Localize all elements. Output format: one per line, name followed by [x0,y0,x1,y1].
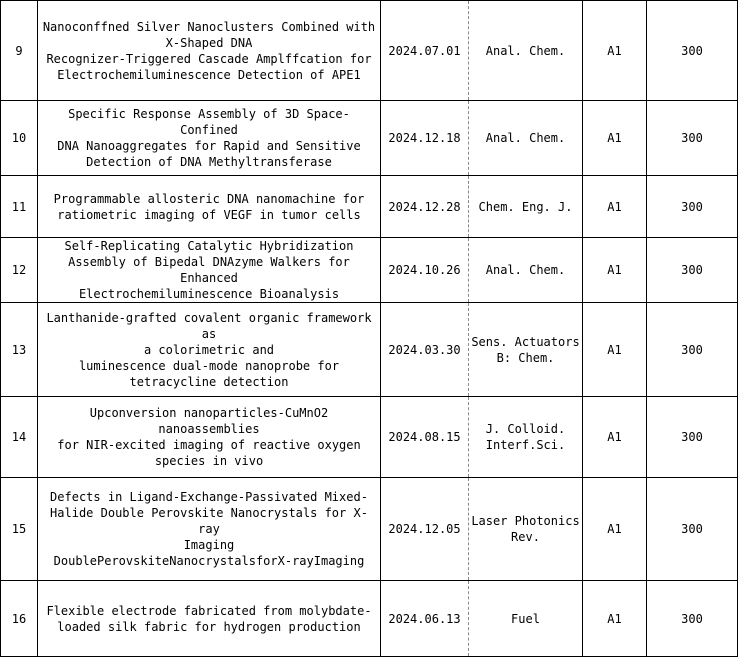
row-number: 16 [1,581,38,657]
publish-date: 2024.06.13 [381,581,469,657]
journal-name: Anal. Chem. [469,1,583,101]
score: 300 [647,1,738,101]
publish-date: 2024.12.28 [381,176,469,238]
paper-title: Specific Response Assembly of 3D Space-Confined DNA Nanoaggregates for Rapid and Sensitive Detection of DNA Methyltransferase [38,101,381,176]
level: A1 [583,478,647,581]
table-row [1,581,738,657]
paper-title: Defects in Ligand-Exchange-Passivated Mixed- Halide Double Perovskite Nanocrystals for X-ray Imaging DoublePerovskiteNanocrystalsforX-rayImaging [38,478,381,581]
table-row [1,101,738,176]
score: 300 [647,176,738,238]
journal-name: Fuel [469,581,583,657]
table-row [1,303,738,397]
publish-date: 2024.08.15 [381,397,469,478]
row-number: 10 [1,101,38,176]
publish-date: 2024.07.01 [381,1,469,101]
journal-name: Anal. Chem. [469,238,583,303]
level: A1 [583,581,647,657]
table-row [1,238,738,303]
publish-date: 2024.12.18 [381,101,469,176]
score: 300 [647,478,738,581]
table-row [1,176,738,238]
journal-name: Anal. Chem. [469,101,583,176]
paper-title: Lanthanide-grafted covalent organic framework as a colorimetric and luminescence dual-mode nanoprobe for tetracycline detection [38,303,381,397]
table-row [1,397,738,478]
row-number: 9 [1,1,38,101]
paper-title: Programmable allosteric DNA nanomachine for ratiometric imaging of VEGF in tumor cells [38,176,381,238]
row-number: 15 [1,478,38,581]
level: A1 [583,238,647,303]
row-number: 13 [1,303,38,397]
publish-date: 2024.03.30 [381,303,469,397]
score: 300 [647,303,738,397]
table-row [1,478,738,581]
paper-title: Nanoconffned Silver Nanoclusters Combined with X-Shaped DNA Recognizer-Triggered Cascade Amplffcation for Electrochemiluminescence Detection of APE1 [38,1,381,101]
row-number: 14 [1,397,38,478]
paper-title: Flexible electrode fabricated from molybdate- loaded silk fabric for hydrogen production [38,581,381,657]
publish-date: 2024.10.26 [381,238,469,303]
score: 300 [647,238,738,303]
score: 300 [647,397,738,478]
table-row [1,1,738,101]
score: 300 [647,581,738,657]
journal-name: J. Colloid. Interf.Sci. [469,397,583,478]
level: A1 [583,1,647,101]
paper-title: Upconversion nanoparticles-CuMnO2 nanoassemblies for NIR-excited imaging of reactive oxygen species in vivo [38,397,381,478]
level: A1 [583,101,647,176]
paper-title: Self-Replicating Catalytic Hybridization Assembly of Bipedal DNAzyme Walkers for Enhanced Electrochemiluminescence Bioanalysis [38,238,381,303]
level: A1 [583,176,647,238]
journal-name: Chem. Eng. J. [469,176,583,238]
score: 300 [647,101,738,176]
level: A1 [583,397,647,478]
journal-name: Sens. Actuators B: Chem. [469,303,583,397]
row-number: 11 [1,176,38,238]
journal-name: Laser Photonics Rev. [469,478,583,581]
publish-date: 2024.12.05 [381,478,469,581]
row-number: 12 [1,238,38,303]
level: A1 [583,303,647,397]
